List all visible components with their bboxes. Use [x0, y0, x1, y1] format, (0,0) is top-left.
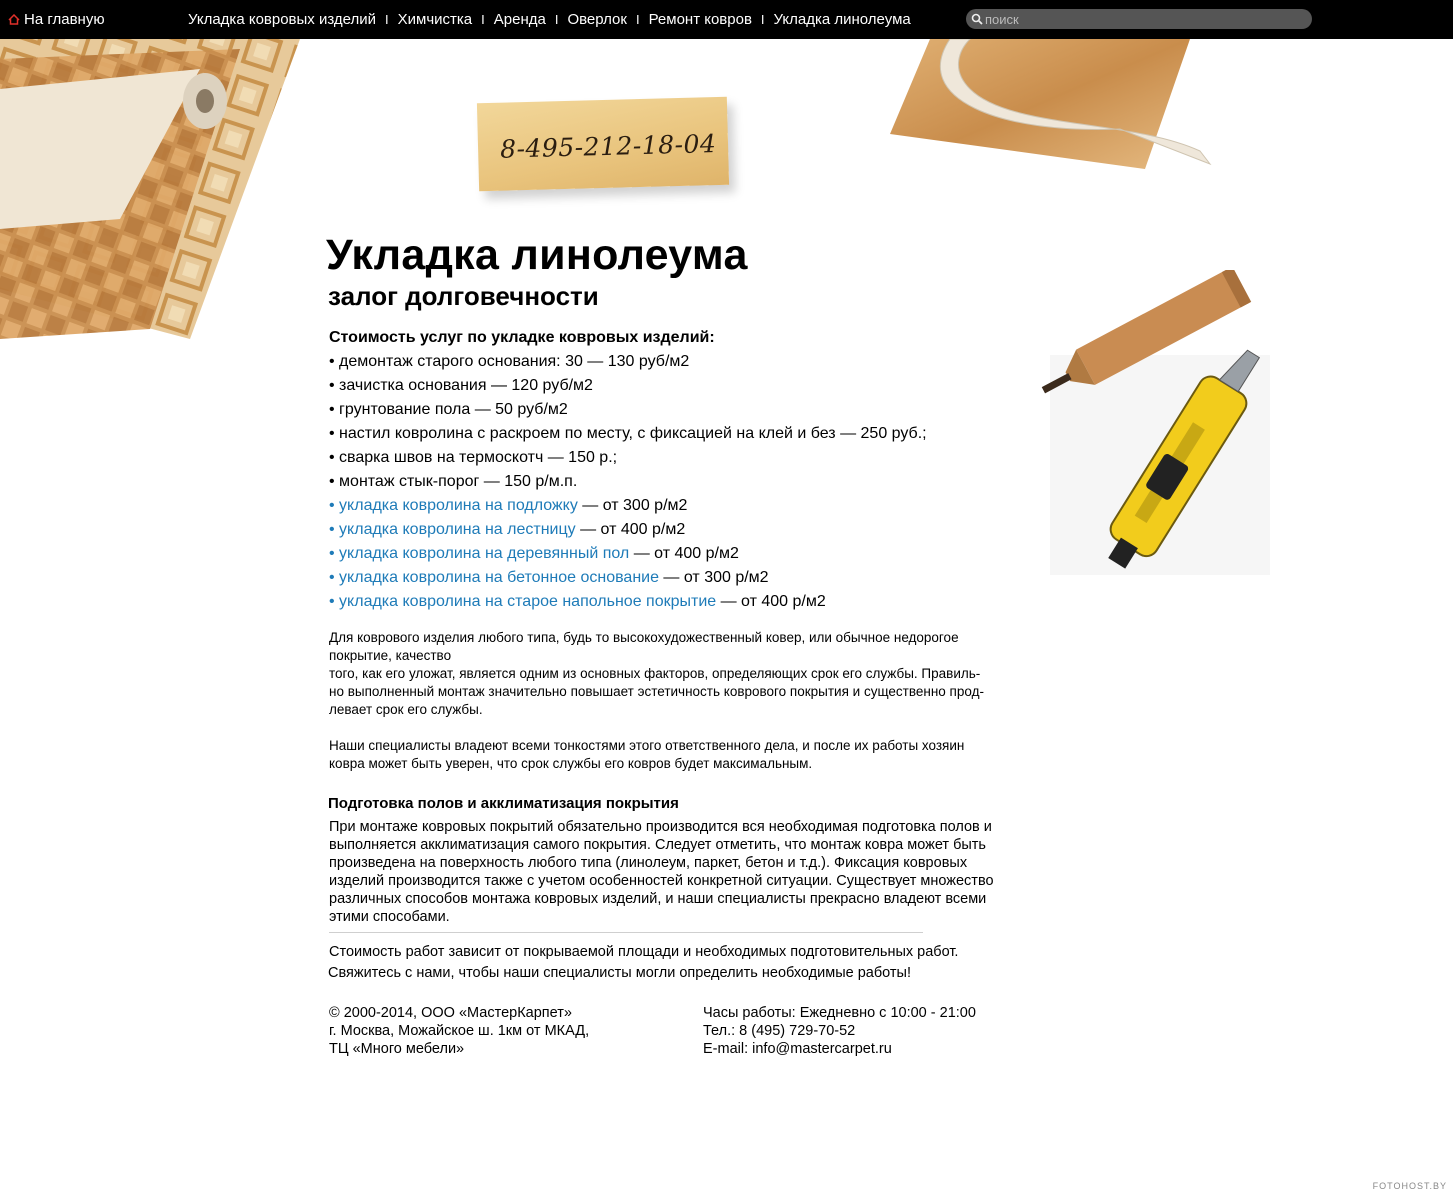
phone-contact: Тел.: 8 (495) 729-70-52 — [703, 1023, 856, 1039]
intro-paragraph — [329, 629, 1029, 719]
paragraph-line: выполняется акклиматизация самого покрытия. Следует отметить, что монтаж ковра может быть — [329, 837, 986, 853]
specialists-paragraph — [329, 737, 1029, 773]
stairs-laying-link[interactable]: • укладка ковролина на лестницу — [329, 521, 576, 538]
price-link-item — [329, 542, 927, 566]
watermark: FOTOHOST.BY — [1372, 1181, 1447, 1191]
price-item: • грунтование пола — 50 руб/м2 — [329, 401, 568, 418]
section-heading: Подготовка полов и акклиматизация покрытия — [328, 795, 679, 812]
price-item: • монтаж стык-порог — 150 р/м.п. — [329, 473, 578, 490]
paragraph-line: При монтаже ковровых покрытий обязательно производится вся необходимая подготовка полов и — [329, 819, 992, 835]
nav-carpet-laying[interactable]: Укладка ковровых изделий — [188, 11, 377, 28]
price-value: — от 400 р/м2 — [629, 545, 739, 562]
nav-separator: I — [385, 12, 389, 27]
price-value: — от 300 р/м2 — [577, 497, 688, 514]
divider — [329, 932, 923, 933]
paragraph-line: изделий производится также с учетом особенностей конкретной ситуации. Существует множество — [329, 873, 994, 889]
email-contact: E-mail: info@mastercarpet.ru — [703, 1041, 892, 1057]
old-floor-laying-link[interactable]: • укладка ковролина на старое напольное покрытие — [329, 593, 717, 610]
home-icon — [8, 14, 20, 25]
linoleum-roll-image — [0, 39, 300, 344]
footer-contacts — [703, 1004, 976, 1058]
paragraph-line: этими способами. — [329, 909, 450, 925]
top-navigation-bar — [0, 0, 1453, 39]
paragraph-line: различных способов монтажа ковровых изделий, и наши специалисты прекрасно владеют всеми — [329, 891, 987, 907]
address-line: г. Москва, Можайское ш. 1км от МКАД, — [329, 1023, 590, 1039]
main-menu — [188, 11, 911, 28]
price-value: — от 300 р/м2 — [658, 569, 769, 586]
search-input[interactable] — [985, 9, 1305, 29]
home-link-label: На главную — [24, 11, 105, 28]
cost-note: Стоимость работ зависит от покрываемой площади и необходимых подготовительных работ. — [329, 944, 959, 960]
price-list — [329, 326, 927, 614]
search-icon — [971, 13, 983, 25]
price-link-item — [329, 494, 927, 518]
price-link-item — [329, 590, 927, 614]
search-box — [966, 9, 1312, 29]
home-link[interactable] — [8, 11, 105, 28]
section-text — [329, 818, 1019, 926]
price-list-heading: Стоимость услуг по укладке ковровых изделий: — [329, 329, 715, 346]
price-value: — от 400 р/м2 — [716, 593, 826, 610]
page-title: Укладка линолеума — [326, 231, 748, 279]
footer-company-info — [329, 1004, 589, 1058]
price-link-item — [329, 566, 927, 590]
price-item: • демонтаж старого основания: 30 — 130 руб/м2 — [329, 353, 690, 370]
paragraph-line: левает срок его службы. — [329, 702, 483, 717]
price-value: — от 400 р/м2 — [575, 521, 686, 538]
phone-note — [477, 97, 729, 192]
phone-number: 8-495-212-18-04 — [499, 129, 717, 164]
price-item: • настил ковролина с раскроем по месту, с фиксацией на клей и без — 250 руб.; — [329, 425, 927, 442]
linoleum-sample-image — [890, 39, 1220, 174]
paragraph-line: Для коврового изделия любого типа, будь то высокохудожественный ковер, или обычное недорогое — [329, 630, 959, 645]
paragraph-line: того, как его уложат, является одним из основных факторов, определяющих срок его службы. Правиль- — [329, 666, 981, 681]
nav-separator: I — [760, 12, 765, 27]
nav-carpet-repair[interactable]: Ремонт ковров — [648, 11, 752, 28]
paragraph-line: произведена на поверхность любого типа (линолеум, паркет, бетон и т.д.). Фиксация ковровых — [329, 855, 968, 871]
paragraph-line: ковра может быть уверен, что срок службы его ковров будет максимальным. — [329, 756, 813, 771]
price-item: • сварка швов на термоскотч — 150 р.; — [329, 449, 618, 466]
copyright: © 2000-2014, ООО «МастерКарпет» — [329, 1005, 572, 1021]
working-hours: Часы работы: Ежедневно с 10:00 - 21:00 — [703, 1005, 976, 1021]
nav-separator: I — [554, 12, 559, 27]
nav-overlock[interactable]: Оверлок — [567, 11, 627, 28]
page-subtitle: залог долговечности — [328, 281, 599, 311]
nav-dry-cleaning[interactable]: Химчистка — [397, 11, 473, 28]
paragraph-line: Наши специалисты владеют всеми тонкостями этого ответственного дела, и после их работы хозяин — [329, 738, 965, 753]
tools-image — [1025, 270, 1270, 580]
address-line: ТЦ «Много мебели» — [329, 1041, 465, 1057]
nav-separator: I — [635, 12, 640, 27]
wood-floor-laying-link[interactable]: • укладка ковролина на деревянный пол — [329, 545, 630, 562]
nav-linoleum-laying[interactable]: Укладка линолеума — [773, 11, 911, 28]
nav-separator: I — [481, 12, 485, 27]
paragraph-line: покрытие, качество — [329, 648, 452, 663]
paragraph-line: но выполненный монтаж значительно повышает эстетичность коврового покрытия и существенно прод- — [329, 684, 984, 699]
contact-call-to-action: Свяжитесь с нами, чтобы наши специалисты могли определить необходимые работы! — [328, 965, 911, 981]
price-link-item — [329, 518, 927, 542]
price-item: • зачистка основания — 120 руб/м2 — [329, 377, 593, 394]
concrete-laying-link[interactable]: • укладка ковролина на бетонное основание — [329, 569, 659, 586]
nav-rent[interactable]: Аренда — [493, 11, 546, 28]
underlay-laying-link[interactable]: • укладка ковролина на подложку — [329, 497, 578, 514]
